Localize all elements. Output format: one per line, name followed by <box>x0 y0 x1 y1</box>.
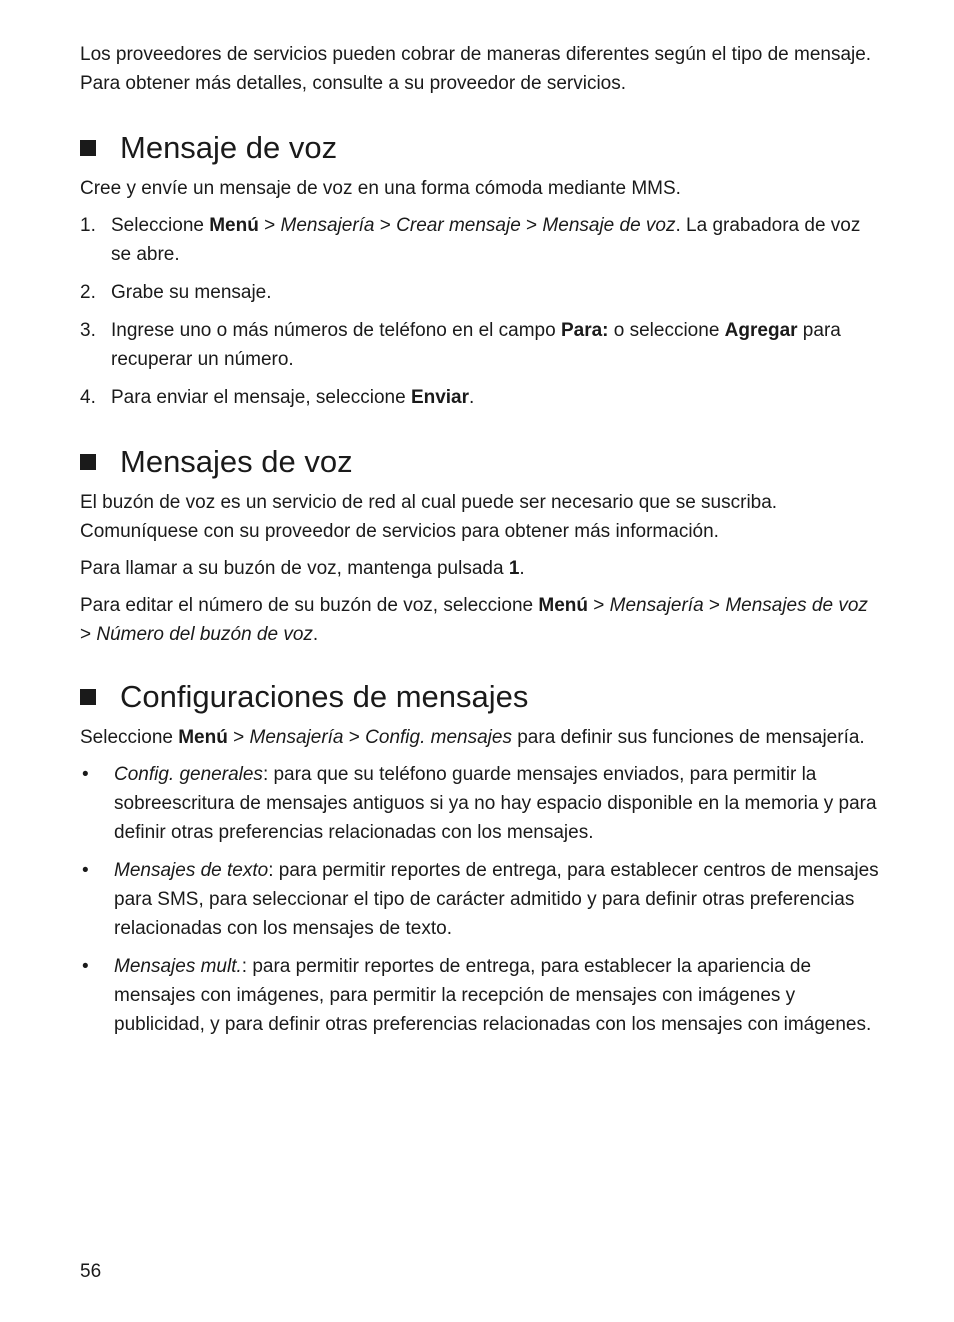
list-item <box>80 316 880 374</box>
item-text: Config. generales: para que su teléfono guarde mensajes enviados, para permitir la sobreescritura de mensajes antiguos si ya no hay espacio disponible en la memoria y para definir otras preferencias relacionadas con los mensajes. <box>114 764 877 843</box>
step-text: Para enviar el mensaje, seleccione Enviar. <box>111 387 475 408</box>
list-item <box>80 278 880 307</box>
step-number: 3. <box>80 320 96 341</box>
voicemail-edit-paragraph: Para editar el número de su buzón de voz, seleccione Menú > Mensajería > Mensajes de voz > Número del buzón de voz. <box>80 595 868 645</box>
step-text: Ingrese uno o más números de teléfono en el campo Para: o seleccione Agregar para recuperar un número. <box>111 320 841 370</box>
step-number: 1. <box>80 215 96 236</box>
item-text: Mensajes mult.: para permitir reportes de entrega, para establecer la apariencia de mensajes con imágenes, para permitir la recepción de mensajes con imágenes y publicidad, y para definir otras preferencias relacionadas con los mensajes con imágenes. <box>114 956 872 1035</box>
voicemail-call-paragraph: Para llamar a su buzón de voz, mantenga pulsada 1. <box>80 558 525 579</box>
step-number: 2. <box>80 282 96 303</box>
list-item <box>80 952 880 1039</box>
list-item <box>80 211 880 269</box>
steps-list <box>80 211 880 412</box>
page-content <box>80 40 880 1048</box>
voicemail-description: El buzón de voz es un servicio de red al cual puede ser necesario que se suscriba. Comuníquese con su proveedor de servicios para obtener más información. <box>80 492 778 542</box>
section-heading-mensaje-de-voz <box>80 128 880 168</box>
settings-list <box>80 760 880 1039</box>
page-number: 56 <box>80 1261 102 1282</box>
square-bullet-icon <box>80 689 96 705</box>
square-bullet-icon <box>80 140 96 156</box>
intro-paragraph: Los proveedores de servicios pueden cobrar de maneras diferentes según el tipo de mensaje. Para obtener más detalles, consulte a su proveedor de servicios. <box>80 44 872 94</box>
section-title: Mensaje de voz <box>120 130 338 165</box>
section-title: Mensajes de voz <box>120 444 353 479</box>
settings-intro: Seleccione Menú > Mensajería > Config. mensajes para definir sus funciones de mensajería. <box>80 727 865 748</box>
list-item <box>80 856 880 943</box>
section-description: Cree y envíe un mensaje de voz en una forma cómoda mediante MMS. <box>80 178 681 199</box>
square-bullet-icon <box>80 454 96 470</box>
bullet-icon: • <box>82 956 89 977</box>
bullet-icon: • <box>82 764 89 785</box>
step-text: Seleccione Menú > Mensajería > Crear mensaje > Mensaje de voz. La grabadora de voz se abre. <box>111 215 861 265</box>
item-text: Mensajes de texto: para permitir reportes de entrega, para establecer centros de mensajes para SMS, para seleccionar el tipo de carácter admitido y para definir otras preferencias relacionadas con los mensajes de texto. <box>114 860 879 939</box>
step-text: Grabe su mensaje. <box>111 282 272 303</box>
bullet-icon: • <box>82 860 89 881</box>
section-heading-configuraciones <box>80 677 880 717</box>
list-item <box>80 760 880 847</box>
section-title: Configuraciones de mensajes <box>120 679 529 714</box>
section-heading-mensajes-de-voz <box>80 442 880 482</box>
step-number: 4. <box>80 387 96 408</box>
list-item <box>80 383 880 412</box>
